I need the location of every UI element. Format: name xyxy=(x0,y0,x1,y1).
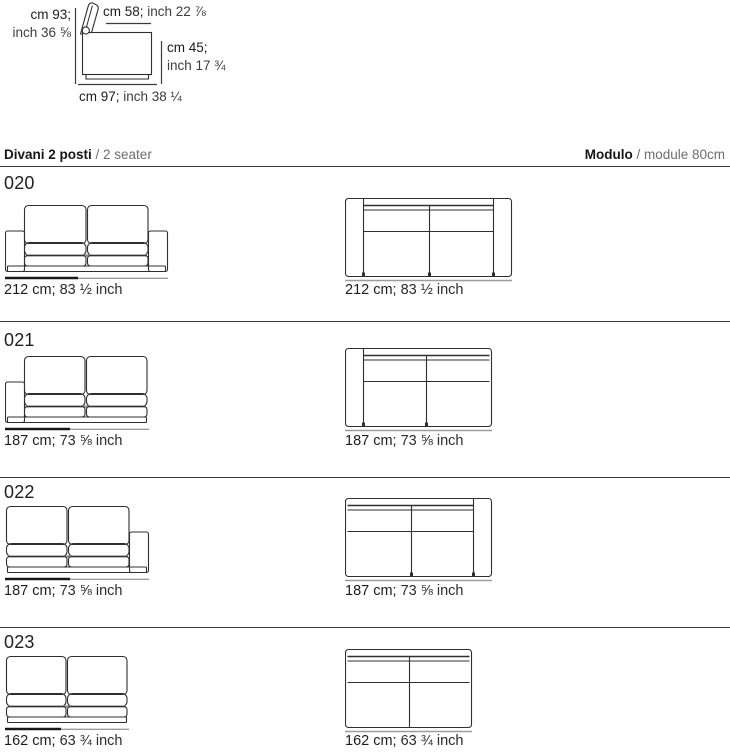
model-code: 021 xyxy=(4,330,35,350)
plan-view-drawing xyxy=(345,348,494,432)
plan-size-label xyxy=(345,733,464,749)
size-cm: 212 cm; xyxy=(345,282,397,298)
size-inch: 73 ⅝ inch xyxy=(396,433,464,449)
size-inch: 73 ⅝ inch xyxy=(55,583,123,599)
module-title-english: / module 80cm xyxy=(632,147,725,162)
size-inch: 83 ½ inch xyxy=(55,282,123,298)
size-cm: 162 cm; xyxy=(345,733,397,749)
size-inch: 63 ¾ inch xyxy=(396,733,464,749)
module-title-italian: Modulo xyxy=(584,147,633,162)
size-inch: 73 ⅝ inch xyxy=(55,433,123,449)
model-section-021 xyxy=(0,321,730,477)
model-section-023 xyxy=(0,627,730,754)
sofa-side-view-diagram xyxy=(0,0,236,112)
front-view-drawing xyxy=(5,655,131,733)
depth-cm: cm 97; xyxy=(79,89,120,104)
plan-view-drawing xyxy=(345,198,514,282)
section-title-english: / 2 seater xyxy=(91,147,152,162)
front-size-label xyxy=(4,433,123,449)
depth-dimension-label xyxy=(79,88,182,106)
seat-height-dimension-label xyxy=(167,39,226,74)
height-inch: inch 36 ⅝ xyxy=(12,24,71,40)
front-size-label xyxy=(4,282,123,298)
section-title xyxy=(4,147,152,162)
size-inch: 83 ½ inch xyxy=(396,282,464,298)
plan-size-label xyxy=(345,282,464,298)
size-cm: 187 cm; xyxy=(4,433,56,449)
front-view-drawing xyxy=(5,204,170,282)
size-inch: 63 ¾ inch xyxy=(55,733,123,749)
seat-height-inch: inch 17 ¾ xyxy=(167,57,226,73)
size-cm: 187 cm; xyxy=(345,583,397,599)
back-depth-inch: inch 22 ⅞ xyxy=(143,4,206,19)
front-size-label xyxy=(4,583,123,599)
size-inch: 73 ⅝ inch xyxy=(396,583,464,599)
depth-inch: inch 38 ¼ xyxy=(119,89,182,104)
front-view-drawing xyxy=(5,505,151,583)
size-cm: 187 cm; xyxy=(345,433,397,449)
model-section-020 xyxy=(0,167,730,321)
height-dimension-label xyxy=(0,6,71,41)
module-title xyxy=(585,147,725,162)
size-cm: 187 cm; xyxy=(4,583,56,599)
model-code: 023 xyxy=(4,632,35,652)
plan-size-label xyxy=(345,583,464,599)
model-code: 020 xyxy=(4,173,35,193)
front-size-label xyxy=(4,733,123,749)
plan-view-drawing xyxy=(345,649,474,733)
plan-view-drawing xyxy=(345,498,494,582)
height-cm: cm 93; xyxy=(30,7,71,22)
plan-size-label xyxy=(345,433,464,449)
section-title-italian: Divani 2 posti xyxy=(4,147,92,162)
model-code: 022 xyxy=(4,482,35,502)
size-cm: 162 cm; xyxy=(4,733,56,749)
back-depth-dimension-label xyxy=(103,3,206,21)
seat-height-cm: cm 45; xyxy=(167,40,208,55)
model-section-022 xyxy=(0,477,730,627)
back-depth-cm: cm 58; xyxy=(103,4,144,19)
size-cm: 212 cm; xyxy=(4,282,56,298)
front-view-drawing xyxy=(5,355,151,433)
